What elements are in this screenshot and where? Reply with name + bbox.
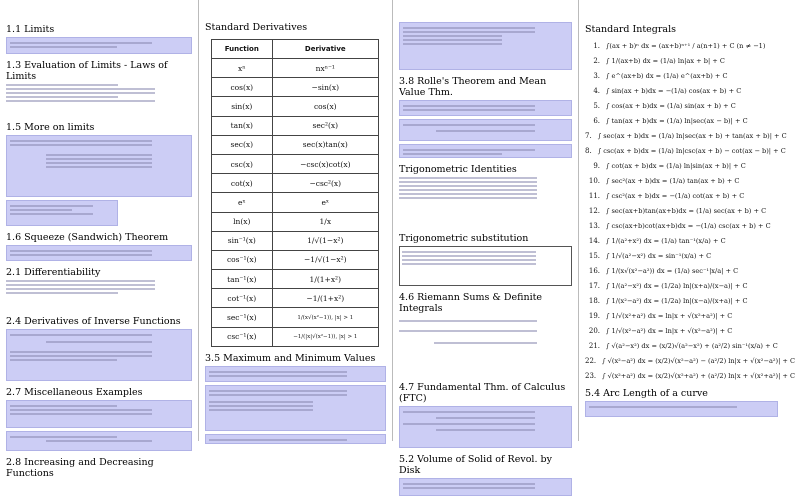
- list-item: 7. ∫ sec(ax + b)dx = (1/a) ln|sec(ax + b) + tan(ax + b)| + C: [585, 129, 778, 144]
- theorem-box: [6, 135, 192, 197]
- function-cell: sin⁻¹(x): [212, 231, 273, 250]
- list-item: 15. ∫ 1/√(a²−x²) dx = sin⁻¹(x/a) + C: [585, 249, 778, 264]
- list-item: 13. ∫ csc(ax+b)cot(ax+b)dx = −(1/a) csc(ax + b) + C: [585, 219, 778, 234]
- trig-substitution-table: [399, 246, 572, 286]
- section-title: 4.6 Riemann Sums & Definite Integrals: [399, 292, 543, 314]
- formula-box: [585, 401, 778, 417]
- section-title: 1.3 Evaluation of Limits - Laws of Limits: [6, 60, 168, 82]
- function-cell: cot(x): [212, 174, 273, 193]
- integral-formula: ∫ cot(ax + b)dx = (1/a) ln|sin(ax + b)| + C: [606, 162, 746, 170]
- derivative-cell: −csc²(x): [272, 174, 378, 193]
- column-limits: [0, 0, 198, 479]
- table-row: [212, 59, 379, 78]
- function-cell: cot⁻¹(x): [212, 289, 273, 308]
- list-item: 3. ∫ e^(ax+b) dx = (1/a) e^(ax+b) + C: [585, 69, 778, 84]
- function-cell: cos(x): [212, 78, 273, 97]
- theorem-box: [205, 385, 386, 431]
- table-row: [212, 116, 379, 135]
- column-integrals: [578, 0, 795, 441]
- derivative-cell: 1/x: [272, 212, 378, 231]
- function-cell: sec⁻¹(x): [212, 308, 273, 327]
- derivative-cell: −1/(|x|√(x²−1)), |x| > 1: [272, 327, 378, 346]
- table-row: [212, 154, 379, 173]
- column-header: Function: [212, 40, 273, 59]
- integral-formula: ∫ 1/(x√(x²−a²)) dx = (1/a) sec⁻¹|x/a| + C: [606, 267, 739, 275]
- riemann-sums-text: [399, 320, 572, 376]
- section-title: 1.5 More on limits: [6, 122, 95, 133]
- derivative-cell: sec²(x): [272, 116, 378, 135]
- list-item: 4. ∫ sin(ax + b)dx = −(1/a) cos(ax + b) + C: [585, 84, 778, 99]
- theorem-box: [205, 434, 386, 444]
- section-title: 5.2 Volume of Solid of Revol. by Disk: [399, 454, 552, 476]
- integral-formula: ∫ 1/(x²−a²) dx = (1/2a) ln|(x−a)/(x+a)| + C: [606, 297, 748, 305]
- integral-formula: ∫ √(x²+a²) dx = (x/2)√(x²+a²) + (a²/2) ln|x + √(x²+a²)| + C: [602, 372, 795, 380]
- function-cell: csc(x): [212, 154, 273, 173]
- integral-formula: ∫ 1/(a²+x²) dx = (1/a) tan⁻¹(x/a) + C: [606, 237, 726, 245]
- derivative-cell: nxⁿ⁻¹: [272, 59, 378, 78]
- section-title: 4.7 Fundamental Thm. of Calculus (FTC): [399, 382, 566, 404]
- section-title: 3.8 Rolle's Theorem and Mean Value Thm.: [399, 76, 547, 98]
- integral-formula: ∫ sin(ax + b)dx = −(1/a) cos(ax + b) + C: [606, 87, 742, 95]
- function-cell: csc⁻¹(x): [212, 327, 273, 346]
- table-row: [212, 135, 379, 154]
- theorem-box: [399, 144, 572, 158]
- list-item: 22. ∫ √(x²−a²) dx = (x/2)√(x²−a²) − (a²/2) ln|x + √(x²−a²)| + C: [585, 354, 778, 369]
- function-cell: xⁿ: [212, 59, 273, 78]
- section-title: 2.7 Miscellaneous Examples: [6, 387, 143, 398]
- list-item: 17. ∫ 1/(a²−x²) dx = (1/2a) ln|(x+a)/(x−a)| + C: [585, 279, 778, 294]
- section-title: 1.1 Limits: [6, 24, 55, 35]
- function-cell: ln(x): [212, 212, 273, 231]
- integral-formula: ∫ 1/√(x²+a²) dx = ln|x + √(x²+a²)| + C: [606, 312, 733, 320]
- derivative-cell: 1/(x√(x²−1)), |x| > 1: [272, 308, 378, 327]
- section-title: Trigonometric substitution: [399, 233, 529, 244]
- derivative-cell: 1/√(1−x²): [272, 231, 378, 250]
- table-row: [212, 97, 379, 116]
- theorem-box: [399, 119, 572, 141]
- section-title: 1.6 Squeeze (Sandwich) Theorem: [6, 232, 169, 243]
- function-cell: sec(x): [212, 135, 273, 154]
- list-item: 2. ∫ 1/(ax+b) dx = (1/a) ln|ax + b| + C: [585, 54, 778, 69]
- table-row: [212, 193, 379, 212]
- differentiability-text: [6, 280, 192, 310]
- integral-formula: ∫ csc²(ax + b)dx = −(1/a) cot(ax + b) + C: [606, 192, 745, 200]
- derivatives-table: [211, 39, 379, 347]
- column-header: Derivative: [272, 40, 378, 59]
- integral-formula: ∫ csc(ax+b)cot(ax+b)dx = −(1/a) csc(ax + b) + C: [606, 222, 771, 230]
- function-cell: tan(x): [212, 116, 273, 135]
- list-item: 11. ∫ csc²(ax + b)dx = −(1/a) cot(ax + b) + C: [585, 189, 778, 204]
- integral-formula: ∫ 1/√(x²−a²) dx = ln|x + √(x²−a²)| + C: [606, 327, 733, 335]
- function-cell: eˣ: [212, 193, 273, 212]
- laws-of-limits-text: [6, 84, 192, 116]
- integrals-title: Standard Integrals: [585, 24, 677, 35]
- integral-formula: ∫ 1/(ax+b) dx = (1/a) ln|ax + b| + C: [606, 57, 725, 65]
- integral-formula: ∫ 1/(a²−x²) dx = (1/2a) ln|(x+a)/(x−a)| + C: [606, 282, 748, 290]
- function-cell: sin(x): [212, 97, 273, 116]
- table-row: [212, 78, 379, 97]
- section-title: 2.8 Increasing and Decreasing Functions: [6, 457, 154, 479]
- theorem-box: [399, 100, 572, 116]
- theorem-box: [6, 245, 192, 261]
- derivative-cell: 1/(1+x²): [272, 270, 378, 289]
- example-box: [6, 400, 192, 428]
- trig-identities-grid: [399, 177, 572, 227]
- column-theorems: [392, 0, 578, 476]
- derivative-cell: −1/√(1−x²): [272, 250, 378, 269]
- list-item: 1. ∫(ax + b)ⁿ dx = (ax+b)ⁿ⁺¹ / a(n+1) + C (n ≠ −1): [585, 39, 778, 54]
- section-title: Trigonometric Identities: [399, 164, 517, 175]
- list-item: 8. ∫ csc(ax + b)dx = (1/a) ln|csc(ax + b) − cot(ax − b)| + C: [585, 144, 778, 159]
- table-row: [212, 212, 379, 231]
- integral-formula: ∫ sec(ax+b)tan(ax+b)dx = (1/a) sec(ax + b) + C: [606, 207, 767, 215]
- list-item: 18. ∫ 1/(x²−a²) dx = (1/2a) ln|(x−a)/(x+a)| + C: [585, 294, 778, 309]
- theorem-box: [399, 478, 572, 496]
- list-item: 5. ∫ cos(ax + b)dx = (1/a) sin(ax + b) + C: [585, 99, 778, 114]
- column-derivatives: [198, 0, 392, 441]
- derivative-cell: sec(x)tan(x): [272, 135, 378, 154]
- function-cell: tan⁻¹(x): [212, 270, 273, 289]
- integral-formula: ∫ csc(ax + b)dx = (1/a) ln|csc(ax + b) − cot(ax − b)| + C: [597, 147, 786, 155]
- section-title: 2.4 Derivatives of Inverse Functions: [6, 316, 181, 327]
- list-item: 19. ∫ 1/√(x²+a²) dx = ln|x + √(x²+a²)| + C: [585, 309, 778, 324]
- integral-formula: ∫ tan(ax + b)dx = (1/a) ln|sec(ax − b)| + C: [606, 117, 748, 125]
- section-title: 5.4 Arc Length of a curve: [585, 388, 708, 399]
- integral-formula: ∫(ax + b)ⁿ dx = (ax+b)ⁿ⁺¹ / a(n+1) + C (n ≠ −1): [606, 42, 766, 50]
- function-cell: cos⁻¹(x): [212, 250, 273, 269]
- theorem-box: [6, 200, 118, 226]
- integral-formula: ∫ sec(ax + b)dx = (1/a) ln|sec(ax + b) + tan(ax + b)| + C: [597, 132, 787, 140]
- table-row: [212, 250, 379, 269]
- integral-formula: ∫ cos(ax + b)dx = (1/a) sin(ax + b) + C: [606, 102, 736, 110]
- derivative-cell: −csc(x)cot(x): [272, 154, 378, 173]
- table-row: [212, 289, 379, 308]
- list-item: 6. ∫ tan(ax + b)dx = (1/a) ln|sec(ax − b)| + C: [585, 114, 778, 129]
- integral-formula: ∫ e^(ax+b) dx = (1/a) e^(ax+b) + C: [606, 72, 728, 80]
- integral-formula: ∫ sec²(ax + b)dx = (1/a) tan(ax + b) + C: [606, 177, 740, 185]
- integral-formula: ∫ 1/√(a²−x²) dx = sin⁻¹(x/a) + C: [606, 252, 712, 260]
- section-title: 2.1 Differentiability: [6, 267, 101, 278]
- list-item: 23. ∫ √(x²+a²) dx = (x/2)√(x²+a²) + (a²/2) ln|x + √(x²+a²)| + C: [585, 369, 778, 384]
- theorem-box: [205, 366, 386, 382]
- integrals-list: [585, 39, 795, 384]
- list-item: 16. ∫ 1/(x√(x²−a²)) dx = (1/a) sec⁻¹|x/a| + C: [585, 264, 778, 279]
- derivative-cell: −1/(1+x²): [272, 289, 378, 308]
- derivative-cell: −sin(x): [272, 78, 378, 97]
- list-item: 21. ∫ √(a²−x²) dx = (x/2)√(a²−x²) + (a²/2) sin⁻¹(x/a) + C: [585, 339, 778, 354]
- example-box: [6, 431, 192, 451]
- derivative-cell: eˣ: [272, 193, 378, 212]
- table-row: [212, 270, 379, 289]
- integral-formula: ∫ √(x²−a²) dx = (x/2)√(x²−a²) − (a²/2) ln|x + √(x²−a²)| + C: [602, 357, 795, 365]
- table-row: [212, 231, 379, 250]
- section-title: 3.5 Maximum and Minimum Values: [205, 352, 376, 364]
- list-item: 10. ∫ sec²(ax + b)dx = (1/a) tan(ax + b) + C: [585, 174, 778, 189]
- list-item: 20. ∫ 1/√(x²−a²) dx = ln|x + √(x²−a²)| + C: [585, 324, 778, 339]
- list-item: 9. ∫ cot(ax + b)dx = (1/a) ln|sin(ax + b)| + C: [585, 159, 778, 174]
- list-item: 14. ∫ 1/(a²+x²) dx = (1/a) tan⁻¹(x/a) + C: [585, 234, 778, 249]
- list-item: 12. ∫ sec(ax+b)tan(ax+b)dx = (1/a) sec(ax + b) + C: [585, 204, 778, 219]
- integral-formula: ∫ √(a²−x²) dx = (x/2)√(a²−x²) + (a²/2) sin⁻¹(x/a) + C: [606, 342, 778, 350]
- table-row: [212, 327, 379, 346]
- theorem-box: [399, 22, 572, 70]
- theorem-box: [399, 406, 572, 448]
- table-row: [212, 174, 379, 193]
- theorem-box: [6, 329, 192, 381]
- derivative-cell: cos(x): [272, 97, 378, 116]
- table-row: [212, 308, 379, 327]
- derivatives-title: Standard Derivatives: [205, 22, 308, 33]
- definition-box: [6, 37, 192, 54]
